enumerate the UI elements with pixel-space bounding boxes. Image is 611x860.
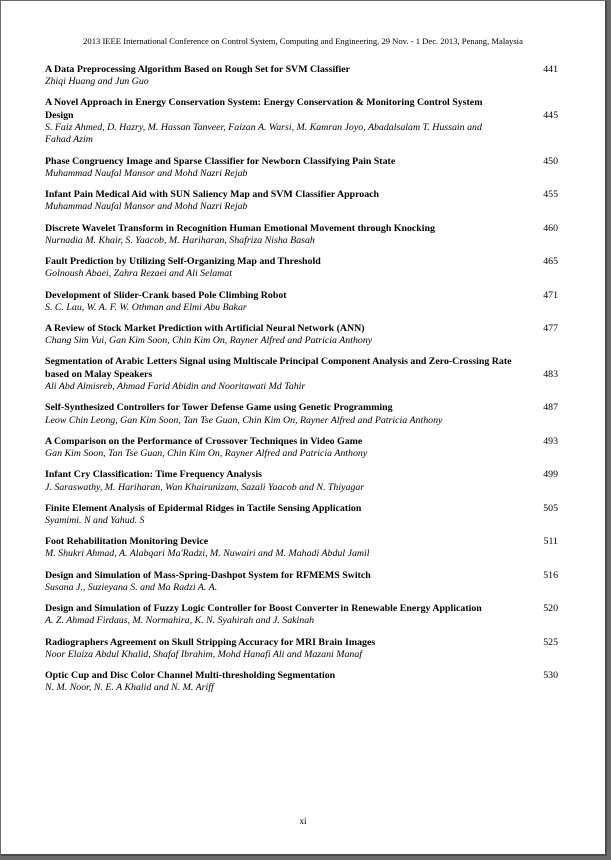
paper-title: Foot Rehabilitation Monitoring Device xyxy=(45,536,209,548)
toc-page-number: 450 xyxy=(543,155,558,167)
paper-title: Discrete Wavelet Transform in Recognition Human Emotional Movement through Knocking xyxy=(45,222,435,234)
toc-entry xyxy=(45,536,560,561)
paper-title: A Comparison on the Performance of Crossover Techniques in Video Game xyxy=(45,435,363,447)
paper-title: Segmentation of Arabic Letters Signal using Multiscale Principal Component Analysis and Zero-Crossing Rate based on Malay Speakers xyxy=(45,356,512,380)
paper-authors: Chang Sim Vui, Gan Kim Soon, Chin Kim On, Rayner Alfred and Patricia Anthony xyxy=(45,335,373,347)
toc-entry xyxy=(45,670,560,695)
toc-entry xyxy=(45,402,560,427)
paper-title: Radiographers Agreement on Skull Stripping Accuracy for MRI Brain Images xyxy=(45,636,376,648)
paper-title: Finite Element Analysis of Epidermal Ridges in Tactile Sensing Application xyxy=(45,502,362,514)
toc-page-number: 530 xyxy=(543,670,558,682)
table-of-contents xyxy=(45,64,560,704)
toc-entry xyxy=(45,356,560,393)
toc-entry xyxy=(45,469,560,494)
paper-authors: S. Faiz Ahmed, D. Hazry, M. Hassan Tanveer, Faizan A. Warsi, M. Kamran Joyo, Abadalsalam T. Hussain and Fahad Azim xyxy=(45,122,482,146)
paper-title: A Novel Approach in Energy Conservation System: Energy Conservation & Monitoring Control System Design xyxy=(45,97,483,121)
toc-page-number: 477 xyxy=(543,322,558,334)
toc-entry xyxy=(45,189,560,214)
toc-page-number: 487 xyxy=(543,402,558,414)
paper-authors: M. Shukri Ahmad, A. Alabqari Ma'Radzi, M. Nuwairi and M. Mahadi Abdul Jamil xyxy=(45,548,370,560)
paper-title: Design and Simulation of Fuzzy Logic Controller for Boost Converter in Renewable Energy Application xyxy=(45,603,482,615)
paper-authors: Susana J., Suzieyana S. and Ma Radzi A. A. xyxy=(45,581,218,593)
toc-entry xyxy=(45,323,560,348)
toc-entry xyxy=(45,436,560,461)
toc-entry xyxy=(45,603,560,628)
paper-authors: N. M. Noor, N. E. A Khalid and N. M. Ariff xyxy=(45,682,214,694)
toc-entry xyxy=(45,97,560,146)
paper-authors: Noor Elaiza Abdul Khalid, Shafaf Ibrahim, Mohd Hanafi Ali and Mazani Manaf xyxy=(45,648,363,660)
toc-page-number: 511 xyxy=(543,536,558,548)
running-header: 2013 IEEE International Conference on Control System, Computing and Engineering, 29 Nov. - 1 Dec. 2013, Penang, Malaysia xyxy=(83,36,523,46)
toc-page-number: 505 xyxy=(543,502,558,514)
paper-authors: Gan Kim Soon, Tan Tse Guan, Chin Kim On, Rayner Alfred and Patricia Anthony xyxy=(45,448,368,460)
toc-page-number: 441 xyxy=(543,64,558,75)
toc-page-number: 465 xyxy=(543,256,558,268)
paper-title: Infant Cry Classification: Time Frequency Analysis xyxy=(45,469,262,481)
toc-entry xyxy=(45,156,560,181)
paper-authors: Golnoush Abaei, Zahra Rezaei and Ali Selamat xyxy=(45,268,232,280)
paper-title: A Data Preprocessing Algorithm Based on Rough Set for SVM Classifier xyxy=(45,64,351,75)
paper-authors: Muhammad Naufal Mansor and Mohd Nazri Rejab xyxy=(45,167,248,179)
toc-entry xyxy=(45,503,560,528)
paper-authors: Nurnadia M. Khair, S. Yaacob, M. Hariharan, Shafriza Nisha Basah xyxy=(45,234,315,246)
paper-title: Development of Slider-Crank based Pole Climbing Robot xyxy=(45,289,287,301)
toc-page-number: 455 xyxy=(543,189,558,201)
toc-page-number: 483 xyxy=(543,368,558,380)
paper-authors: Syamimi. N and Yahud. S xyxy=(45,515,145,526)
toc-page-number: 499 xyxy=(543,469,558,481)
page-number-footer: xi xyxy=(299,816,307,826)
document-page xyxy=(1,1,607,856)
toc-entry xyxy=(45,64,560,89)
toc-page-number: 493 xyxy=(543,435,558,447)
paper-authors: A. Z. Ahmad Firdaus, M. Normahira, K. N. Syahirah and J. Sakinah xyxy=(45,615,315,627)
toc-entry xyxy=(45,570,560,595)
toc-entry xyxy=(45,290,560,315)
paper-title: Self-Synthesized Controllers for Tower Defense Game using Genetic Programming xyxy=(45,402,393,414)
paper-title: Infant Pain Medical Aid with SUN Saliency Map and SVM Classifier Approach xyxy=(45,189,380,201)
paper-title: A Review of Stock Market Prediction with Artificial Neural Network (ANN) xyxy=(45,322,365,334)
paper-authors: Muhammad Naufal Mansor and Mohd Nazri Rejab xyxy=(45,201,248,213)
toc-page-number: 471 xyxy=(543,289,558,301)
paper-title: Phase Congruency Image and Sparse Classifier for Newborn Classifying Pain State xyxy=(45,155,396,167)
toc-page-number: 516 xyxy=(543,569,558,581)
paper-title: Design and Simulation of Mass-Spring-Dashpot System for RFMEMS Switch xyxy=(45,569,371,581)
toc-entry xyxy=(45,223,560,248)
toc-page-number: 525 xyxy=(543,636,558,648)
paper-authors: Zhiqi Huang and Jun Guo xyxy=(45,76,149,88)
paper-authors: Leow Chin Leong, Gan Kim Soon, Tan Tse Guan, Chin Kim On, Rayner Alfred and Patricia Anthony xyxy=(45,414,443,426)
paper-authors: Ali Abd Almisreb, Ahmad Farid Abidin and Nooritawati Md Tahir xyxy=(45,381,306,393)
paper-title: Optic Cup and Disc Color Channel Multi-thresholding Segmentation xyxy=(45,670,336,682)
paper-title: Fault Prediction by Utilizing Self-Organizing Map and Threshold xyxy=(45,256,321,268)
paper-authors: S. C. Lau, W. A. F. W. Othman and Elmi Abu Bakar xyxy=(45,301,247,313)
toc-page-number: 460 xyxy=(543,222,558,234)
toc-page-number: 520 xyxy=(543,603,558,615)
toc-entry xyxy=(45,256,560,281)
paper-authors: J. Saraswathy, M. Hariharan, Wan Khairunizam, Sazali Yaacob and N. Thiyagar xyxy=(45,481,365,493)
toc-page-number: 445 xyxy=(543,109,558,121)
toc-entry xyxy=(45,637,560,662)
